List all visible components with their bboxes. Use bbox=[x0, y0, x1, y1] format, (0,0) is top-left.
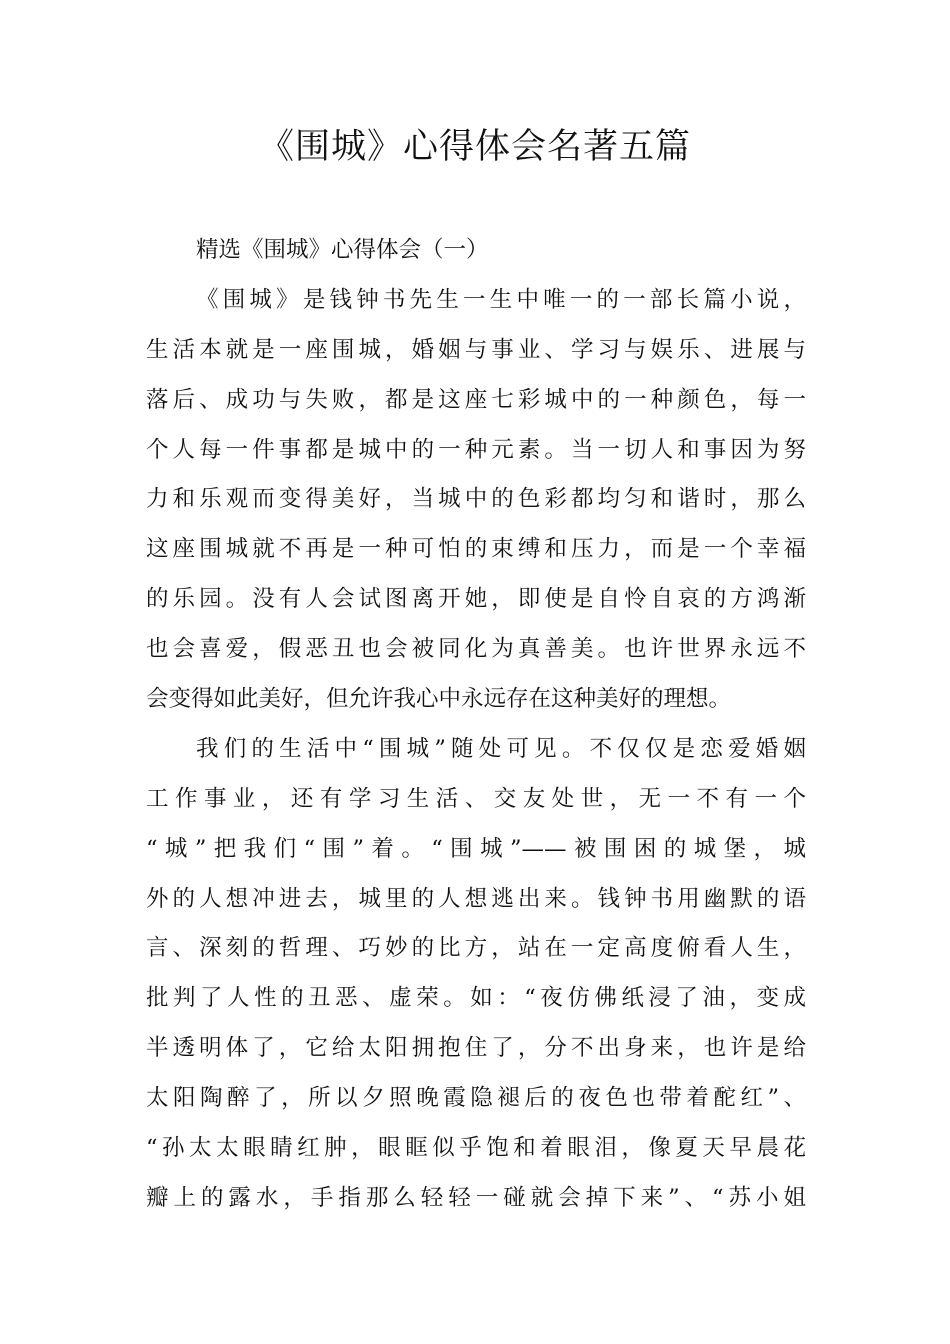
paragraph-line: 瓣上的露水，手指那么轻轻一碰就会掉下来”、“苏小姐 bbox=[146, 1184, 806, 1211]
paragraph-line: 太阳陶醉了，所以夕照晚霞隐褪后的夜色也带着酡红”、 bbox=[146, 1085, 806, 1112]
paragraph-line: 半透明体了，它给太阳拥抱住了，分不出身来，也许是给 bbox=[146, 1035, 806, 1062]
paragraph-line: 力和乐观而变得美好，当城中的色彩都均匀和谐时，那么 bbox=[146, 486, 806, 513]
paragraph-line: 工作事业，还有学习生活、交友处世，无一不有一个 bbox=[146, 785, 806, 812]
paragraph-line: “城”把我们“围”着。“围城”——被围困的城堡，城 bbox=[146, 835, 806, 862]
paragraph-line: 会变得如此美好，但允许我心中永远存在这种美好的理想。 bbox=[146, 686, 732, 713]
document-title: 《围城》心得体会名著五篇 bbox=[258, 127, 691, 167]
paragraph-line: 也会喜爱，假恶丑也会被同化为真善美。也许世界永远不 bbox=[146, 636, 806, 663]
paragraph-line: 我们的生活中“围城”随处可见。不仅仅是恋爱婚姻 bbox=[196, 735, 806, 762]
paragraph-line: 的乐园。没有人会试图离开她，即使是自怜自哀的方鸿渐 bbox=[146, 586, 806, 613]
document-body bbox=[146, 226, 806, 1224]
paragraph-line: 生活本就是一座围城，婚姻与事业、学习与娱乐、进展与 bbox=[146, 336, 806, 363]
paragraph-line: 个人每一件事都是城中的一种元素。当一切人和事因为努 bbox=[146, 436, 806, 463]
paragraph-line: 批判了人性的丑恶、虚荣。如：“夜仿佛纸浸了油，变成 bbox=[146, 985, 806, 1012]
paragraph-line: 落后、成功与失败，都是这座七彩城中的一种颜色，每一 bbox=[146, 386, 806, 413]
paragraph-line: 言、深刻的哲理、巧妙的比方，站在一定高度俯看人生， bbox=[146, 935, 806, 962]
paragraph-line: 《围城》是钱钟书先生一生中唯一的一部长篇小说， bbox=[196, 286, 806, 313]
paragraph-line: “孙太太眼睛红肿，眼眶似乎饱和着眼泪，像夏天早晨花 bbox=[146, 1135, 806, 1162]
paragraph-line: 外的人想冲进去，城里的人想逃出来。钱钟书用幽默的语 bbox=[146, 885, 806, 912]
section-heading: 精选《围城》心得体会（一） bbox=[196, 237, 489, 263]
paragraph-line: 这座围城就不再是一种可怕的束缚和压力，而是一个幸福 bbox=[146, 536, 806, 563]
